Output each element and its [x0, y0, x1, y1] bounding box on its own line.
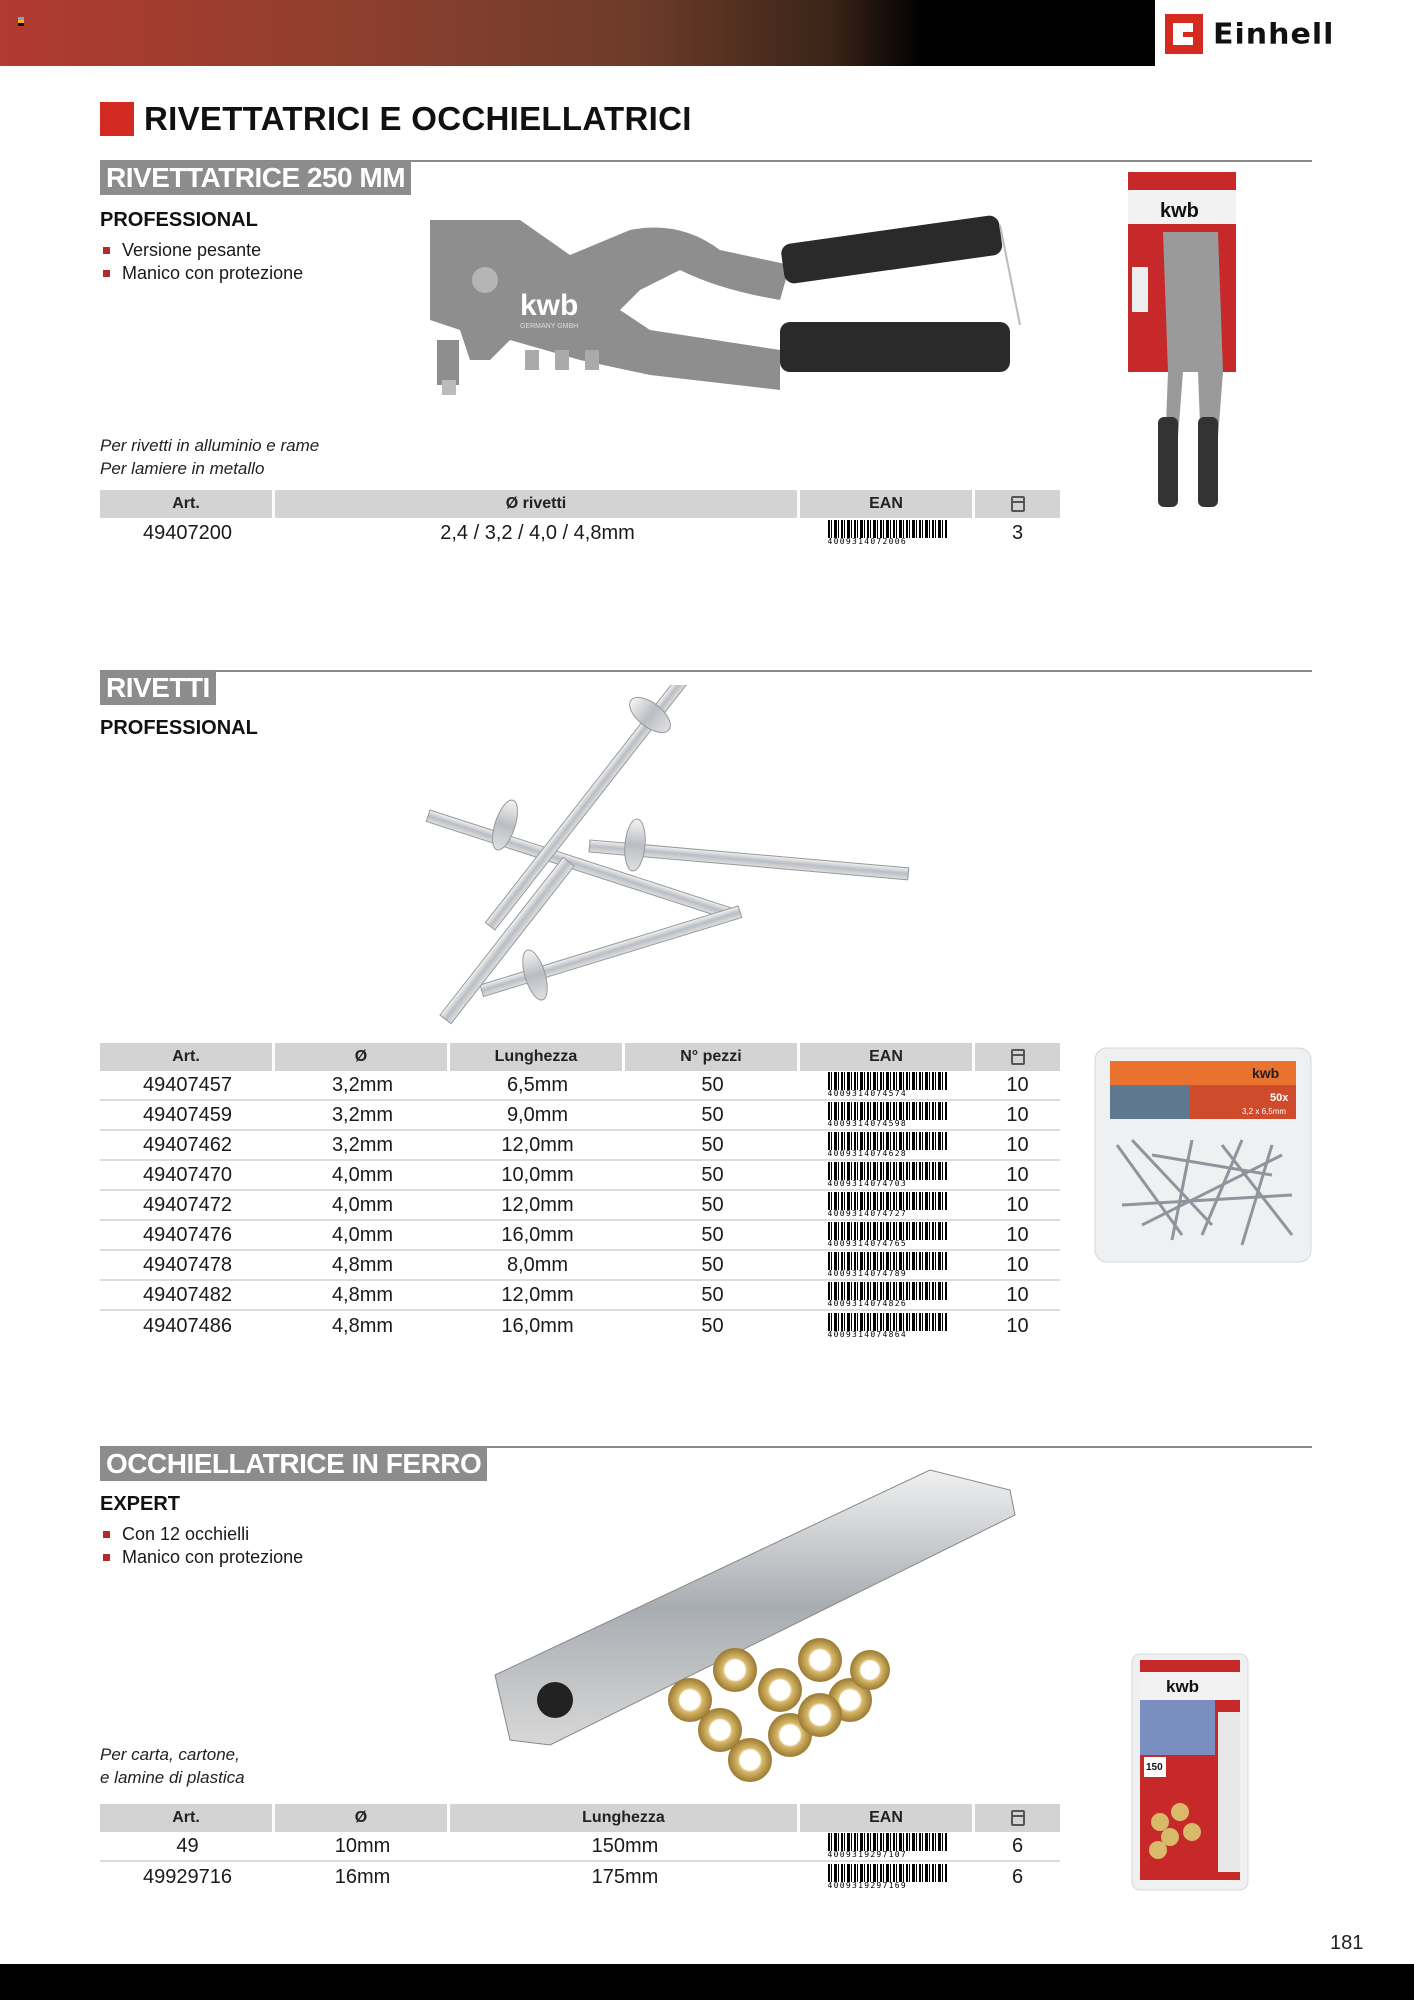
- einhell-logo: [1165, 14, 1334, 54]
- section-title-riveter: RIVETTATRICE 250 MM: [100, 161, 411, 195]
- brand-name: Einhell: [1213, 17, 1335, 51]
- cell-diameter: 4,8mm: [331, 1314, 394, 1337]
- cell-qty: 10: [975, 1191, 1060, 1221]
- feature-item: Versione pesante: [100, 239, 303, 262]
- cell-qty: 6: [975, 1832, 1060, 1862]
- title-square-icon: [100, 102, 134, 136]
- barcode-icon: [828, 520, 948, 546]
- cell-pieces: 50: [625, 1221, 800, 1251]
- barcode-icon: [828, 1162, 948, 1188]
- col-header-ean: EAN: [800, 1804, 975, 1832]
- usage-note-line: Per carta, cartone,: [100, 1745, 240, 1764]
- cell-art: 49407476: [100, 1221, 275, 1251]
- table-header-row: [100, 1043, 1060, 1071]
- ean-digits: 4009314074826: [827, 1299, 908, 1308]
- cell-length: 10,0mm: [450, 1161, 625, 1191]
- cell-ean: [800, 1221, 975, 1251]
- cell-art: 49929716: [143, 1865, 232, 1888]
- ean-digits: 4009314074628: [827, 1149, 908, 1158]
- col-header-pack: [975, 1804, 1060, 1832]
- cell-pieces: 50: [625, 1281, 800, 1311]
- eyelet-pliers-product-image: [490, 1460, 1030, 1790]
- usage-note-line: Per rivetti in alluminio e rame: [100, 436, 320, 455]
- usage-note: [100, 434, 319, 480]
- col-header-length: Lunghezza: [450, 1043, 625, 1071]
- feature-list: [100, 239, 303, 285]
- header-banner: [0, 0, 1155, 66]
- ean-digits: 4009314072006: [827, 537, 908, 546]
- barcode-icon: [828, 1132, 948, 1158]
- barcode-icon: [828, 1282, 948, 1308]
- pack-size-text: 3,2 x 6,5mm: [1242, 1107, 1287, 1116]
- cell-diameter: 4,0mm: [275, 1191, 450, 1221]
- rivets-product-image: [410, 685, 1070, 1025]
- ean-digits: 4009314074598: [827, 1119, 908, 1128]
- col-header-art: Art.: [100, 490, 275, 518]
- section-title-eyelet-pliers: OCCHIELLATRICE IN FERRO: [100, 1447, 487, 1481]
- cell-diameter: 3,2mm: [275, 1101, 450, 1131]
- riveter-product-image: [420, 210, 1070, 420]
- table-row: [100, 1281, 1060, 1311]
- pack-size-text: 150: [1146, 1762, 1163, 1773]
- cell-ean: [800, 1862, 975, 1892]
- feature-item: Manico con protezione: [100, 262, 303, 285]
- cell-qty: 10: [975, 1101, 1060, 1131]
- cell-diameter: 4,8mm: [275, 1281, 450, 1311]
- table-row: [100, 1131, 1060, 1161]
- cell-pieces: 50: [625, 1131, 800, 1161]
- usage-note-line: e lamine di plastica: [100, 1768, 245, 1787]
- col-header-ean: EAN: [800, 1043, 975, 1071]
- table-row: [100, 1071, 1060, 1101]
- footer-bar: [0, 1964, 1414, 2000]
- col-header-pieces: N° pezzi: [625, 1043, 800, 1071]
- barcode-icon: [828, 1833, 948, 1859]
- table-row: [100, 518, 1060, 548]
- cell-art: 49407472: [100, 1191, 275, 1221]
- ean-digits: 4009314074789: [827, 1269, 908, 1278]
- cell-diameter: 4,8mm: [275, 1251, 450, 1281]
- cell-ean: [800, 1071, 975, 1101]
- cell-ean: [800, 1281, 975, 1311]
- cell-qty: 3: [1011, 521, 1024, 544]
- cell-diameter: 3,2mm: [275, 1071, 450, 1101]
- cell-art: 49407200: [143, 521, 232, 544]
- table-row: [100, 1832, 1060, 1862]
- cell-diameter: 3,2mm: [275, 1131, 450, 1161]
- cell-qty: 10: [975, 1281, 1060, 1311]
- cell-length: 8,0mm: [450, 1251, 625, 1281]
- pack-brand-text: kwb: [1252, 1065, 1280, 1081]
- color-swatch-icon: [18, 17, 24, 26]
- cell-qty: 10: [975, 1221, 1060, 1251]
- cell-diameter: 4,0mm: [275, 1161, 450, 1191]
- riveter-spec-table: [100, 490, 1060, 548]
- section-divider: [100, 670, 1312, 672]
- barcode-icon: [828, 1102, 948, 1128]
- kwb-brand-text: kwb: [520, 289, 579, 322]
- cell-art: 49407486: [143, 1314, 232, 1337]
- feature-item: Con 12 occhielli: [100, 1523, 303, 1546]
- col-header-art: Art.: [100, 1804, 275, 1832]
- page-title: [100, 100, 692, 138]
- table-row: [100, 1311, 1060, 1341]
- table-row: [100, 1221, 1060, 1251]
- cell-pieces: 50: [625, 1101, 800, 1131]
- cell-length: 16,0mm: [450, 1221, 625, 1251]
- cell-qty: 6: [1011, 1865, 1024, 1888]
- barcode-icon: [828, 1222, 948, 1248]
- col-header-art: Art.: [100, 1043, 275, 1071]
- cell-length: 12,0mm: [450, 1191, 625, 1221]
- cell-length: 12,0mm: [450, 1281, 625, 1311]
- cell-length: 9,0mm: [450, 1101, 625, 1131]
- barcode-icon: [828, 1864, 948, 1890]
- barcode-icon: [828, 1072, 948, 1098]
- cell-pieces: 50: [701, 1314, 724, 1337]
- cell-qty: 10: [975, 1161, 1060, 1191]
- cell-pieces: 50: [625, 1161, 800, 1191]
- cell-art: 49407457: [100, 1071, 275, 1101]
- rivets-spec-table: [100, 1043, 1060, 1341]
- cell-length: 6,5mm: [450, 1071, 625, 1101]
- feature-item: Manico con protezione: [100, 1546, 303, 1569]
- table-row: [100, 1251, 1060, 1281]
- usage-note-line: Per lamiere in metallo: [100, 459, 265, 478]
- table-header-row: [100, 490, 1060, 518]
- cell-diameter: 10mm: [275, 1832, 450, 1862]
- einhell-logo-mark-icon: [1165, 14, 1203, 54]
- eyelet-spec-table: [100, 1804, 1060, 1892]
- pack-icon: [1011, 1049, 1025, 1065]
- col-header-diameter: Ø: [275, 1804, 450, 1832]
- kwb-subtext: GERMANY GMBH: [520, 323, 579, 330]
- barcode-icon: [828, 1252, 948, 1278]
- table-row: [100, 1862, 1060, 1892]
- pack-brand-text: kwb: [1166, 1677, 1200, 1696]
- pack-brand-text: kwb: [1160, 200, 1199, 222]
- eyelet-package-image: [1130, 1652, 1250, 1892]
- cell-length: 150mm: [450, 1832, 800, 1862]
- section-title-rivets: RIVETTI: [100, 671, 216, 705]
- col-header-diameter: Ø: [275, 1043, 450, 1071]
- cell-ean: [800, 1191, 975, 1221]
- pack-icon: [1011, 1810, 1025, 1826]
- table-row: [100, 1161, 1060, 1191]
- cell-qty: 10: [1006, 1314, 1029, 1337]
- cell-ean: [800, 1832, 975, 1862]
- col-header-pack: [975, 1043, 1060, 1071]
- cell-qty: 10: [975, 1131, 1060, 1161]
- ean-digits: 4009319297107: [827, 1850, 908, 1859]
- cell-pieces: 50: [625, 1071, 800, 1101]
- table-row: [100, 1191, 1060, 1221]
- ean-digits: 4009314074574: [827, 1089, 908, 1098]
- cell-length: 12,0mm: [450, 1131, 625, 1161]
- cell-ean: [800, 1161, 975, 1191]
- grade-label: PROFESSIONAL: [100, 209, 258, 231]
- usage-note: [100, 1743, 245, 1789]
- feature-list: [100, 1523, 303, 1569]
- col-header-ean: EAN: [800, 490, 975, 518]
- pack-count-text: 50x: [1270, 1092, 1289, 1104]
- ean-digits: 4009314074765: [827, 1239, 908, 1248]
- cell-art: 49407482: [100, 1281, 275, 1311]
- cell-ean: [800, 1311, 975, 1341]
- cell-ean: [800, 1251, 975, 1281]
- cell-diameter: 4,0mm: [275, 1221, 450, 1251]
- grade-label: PROFESSIONAL: [100, 717, 258, 739]
- table-row: [100, 1101, 1060, 1131]
- col-header-length: Lunghezza: [450, 1804, 800, 1832]
- table-header-row: [100, 1804, 1060, 1832]
- cell-art: 49407478: [100, 1251, 275, 1281]
- cell-art: 49: [100, 1832, 275, 1862]
- cell-ean: [800, 1131, 975, 1161]
- pack-icon: [1011, 496, 1025, 512]
- rivets-package-image: [1092, 1045, 1314, 1265]
- barcode-icon: [828, 1313, 948, 1339]
- ean-digits: 4009319297169: [827, 1881, 908, 1890]
- ean-digits: 4009314074703: [827, 1179, 908, 1188]
- cell-length: 16,0mm: [501, 1314, 574, 1337]
- cell-length: 175mm: [591, 1865, 659, 1888]
- ean-digits: 4009314074727: [827, 1209, 908, 1218]
- barcode-icon: [828, 1192, 948, 1218]
- cell-diameter: 2,4 / 3,2 / 4,0 / 4,8mm: [440, 521, 635, 544]
- cell-qty: 10: [975, 1071, 1060, 1101]
- page-number: 181: [1330, 1932, 1364, 1954]
- cell-diameter: 16mm: [334, 1865, 391, 1888]
- ean-digits: 4009314074864: [827, 1330, 908, 1339]
- cell-pieces: 50: [625, 1251, 800, 1281]
- grade-label: EXPERT: [100, 1493, 181, 1515]
- col-header-diameter: Ø rivetti: [275, 490, 800, 518]
- col-header-pack: [975, 490, 1060, 518]
- cell-qty: 10: [975, 1251, 1060, 1281]
- cell-art: 49407462: [100, 1131, 275, 1161]
- riveter-package-image: [1128, 172, 1236, 547]
- cell-ean: [800, 1101, 975, 1131]
- page-title-text: RIVETTATRICI E OCCHIELLATRICI: [144, 100, 692, 137]
- cell-pieces: 50: [625, 1191, 800, 1221]
- cell-art: 49407470: [100, 1161, 275, 1191]
- cell-art: 49407459: [100, 1101, 275, 1131]
- cell-ean: [800, 518, 975, 548]
